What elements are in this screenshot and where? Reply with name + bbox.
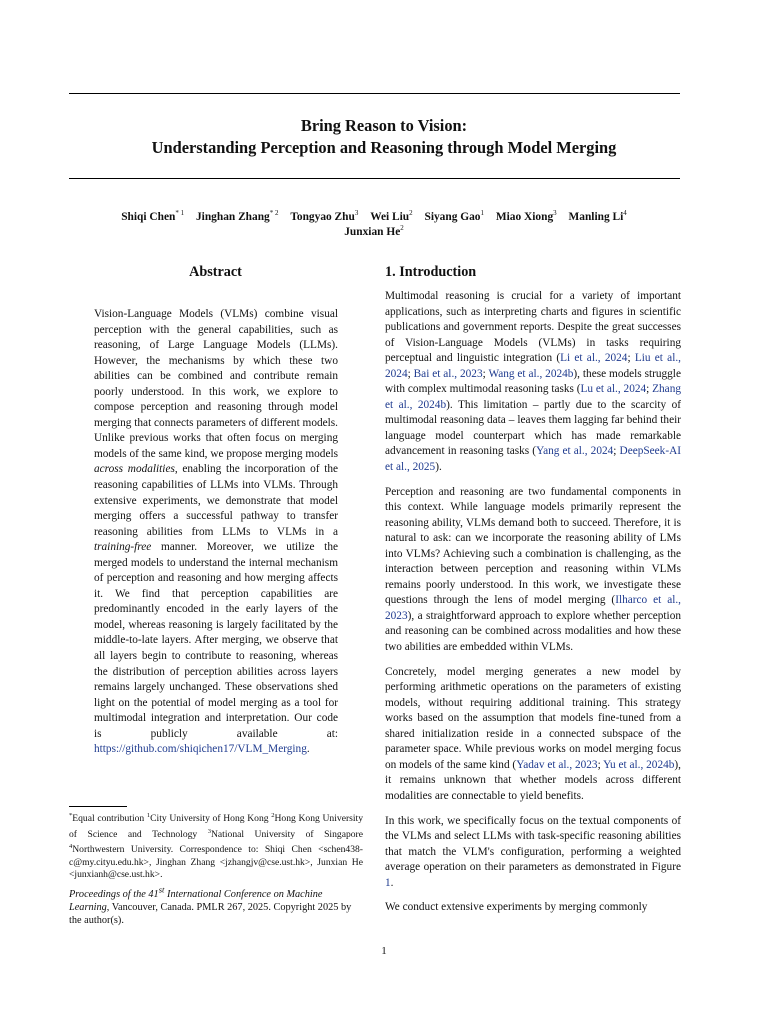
intro-paragraph-3: Concretely, model merging generates a new model by performing arithmetic operations on the parameters of existing models, without requiring additional training. This strategy works based on the assumption that models fine-tuned from a shared initialization reside in a connected subspace of the parameter space. While previous works on model merging focus on models of the same kind (Yadav et al., 2023; Yu et al., 2024b), it remains unknown that whether models across different modalities are connectable to yield benefits. — [385, 665, 681, 802]
author-list-line-2 — [80, 221, 668, 240]
intro-paragraph-2: Perception and reasoning are two fundamental components in this context. While language models primarily represent the reasoning ability, VLMs demand both to succeed. Therefore, it is natural to ask: can we incorporate the reasoning ability of LMs into VLMs? Achieving such a combination is challenging, as the interaction between perception and reasoning within VLMs remains poorly understood. In this work, we investigate these questions through the lens of model merging (Ilharco et al., 2023), a straightforward approach to explore whether perception and reasoning can be combined across modalities and how these two abilities are embedded within VLMs. — [385, 485, 681, 654]
intro-paragraph-4: In this work, we specifically focus on the textual components of the VLMs and select LLMs with task-specific reasoning abilities that match the VLM's configuration, performing a weighted average operation on their parameters as demonstrated in Figure 1. — [385, 814, 681, 889]
author: Jinghan Zhang$^{* 2}$ — [195, 209, 279, 223]
citation-link[interactable]: Yang et al., 2024 — [536, 445, 614, 458]
paper-title-line-1: Bring Reason to Vision: — [300, 116, 468, 135]
citation-link[interactable]: Ilharco et al., 2023 — [385, 594, 681, 622]
author: Siyang Gao$^1$ — [424, 209, 485, 223]
page-number: 1 — [381, 945, 387, 957]
proceedings-note: Proceedings of the 41st International Conference on Machine Learning, Vancouver, Canada. PMLR 267, 2025. Copyright 2025 by the author(s). — [69, 885, 352, 927]
figure-reference-link[interactable]: 1 — [385, 876, 391, 889]
code-repository-link[interactable]: https://github.com/shiqichen17/VLM_Merging — [94, 743, 307, 756]
author: Miao Xiong$^3$ — [495, 209, 557, 223]
citation-link[interactable]: Lu et al., 2024 — [580, 383, 647, 396]
abstract-body: Vision-Language Models (VLMs) combine visual perception with the general capabilities, such as reasoning, of Large Language Models (LLMs). However, the mechanisms by which these two abilities can be combined and contribute remain poorly understood. In this work, we explore to compose perception and reasoning through model merging that connects parameters of different models. Unlike previous works that often focus on merging models of the same kind, we propose merging models across modalities, enabling the incorporation of the reasoning capabilities of LLMs into VLMs. Through extensive experiments, we demonstrate that model merging offers a successful pathway to transfer reasoning abilities from LLMs to VLMs in a training-free manner. Moreover, we utilize the merged models to understand the internal mechanism of perception and reasoning and how merging affects it. We find that perception capabilities are predominantly encoded in the early layers of the model, whereas reasoning is largely facilitated by the middle-to-late layers. After merging, we observe that all layers begin to contribute to reasoning, whereas the distribution of perception abilities across layers remains largely unchanged. These observations shed light on the potential of model merging as a tool for multimodal integration and interpretation. Our code is publicly available at: https://github.com/shiqichen17/VLM_Merging. — [94, 308, 338, 756]
introduction-body — [385, 289, 681, 925]
bottom-rule — [69, 178, 680, 179]
affiliations-footnote: *Equal contribution $^1$City University of Hong Kong $^2$Hong Kong University of Science and Technology $^3$National University of Singapore $^4$Northwestern University. Correspondence to: Shiqi Chen <schen438-c@my.cityu.edu.hk>, Jinghan Zhang <jzhangjv@cse.ust.hk>, Junxian He <junxianh@cse.ust.hk>. — [69, 812, 364, 881]
citation-link[interactable]: Yadav et al., 2023 — [516, 758, 598, 771]
author: Manling Li$^4$ — [568, 209, 627, 223]
author: Wei Liu$^2$ — [370, 209, 413, 223]
citation-link[interactable]: DeepSeek-AI et al., 2025 — [385, 445, 682, 474]
footnote-rule — [69, 806, 127, 807]
paper-title-line-2: Understanding Perception and Reasoning through Model Merging — [151, 138, 617, 157]
intro-paragraph-5: We conduct extensive experiments by merging commonly — [385, 901, 648, 914]
citation-link[interactable]: Bai et al., 2023 — [413, 367, 483, 380]
abstract-heading: Abstract — [189, 264, 242, 280]
intro-paragraph-1: Multimodal reasoning is crucial for a variety of important applications, such as interpreting charts and figures in scientific publications and government reports. Despite the great successes of Vision-Language Models (VLMs) in tasks requiring perceptual and linguistic integration (Li et al., 2024; Liu et al., 2024; Bai et al., 2023; Wang et al., 2024b), these models struggle with complex multimodal reasoning tasks (Lu et al., 2024; Zhang et al., 2024b). This limitation – partly due to the scarcity of multimodal reasoning data – leaves them lagging far behind their language model counterpart which has made remarkable advancement in reasoning tasks (Yang et al., 2024; DeepSeek-AI et al., 2025). — [385, 290, 682, 474]
author: Tongyao Zhu$^3$ — [290, 209, 359, 223]
citation-link[interactable]: Zhang et al., 2024b — [385, 383, 681, 411]
author: Junxian He$^2$ — [344, 224, 404, 238]
citation-link[interactable]: Wang et al., 2024b — [488, 367, 574, 380]
top-rule — [69, 93, 680, 94]
citation-link[interactable]: Yu et al., 2024b — [603, 758, 675, 771]
author: Shiqi Chen$^{* 1}$ — [121, 209, 185, 223]
citation-link[interactable]: Liu et al., 2024 — [385, 352, 681, 380]
citation-link[interactable]: Li et al., 2024 — [560, 352, 628, 365]
introduction-heading: 1. Introduction — [385, 264, 477, 280]
